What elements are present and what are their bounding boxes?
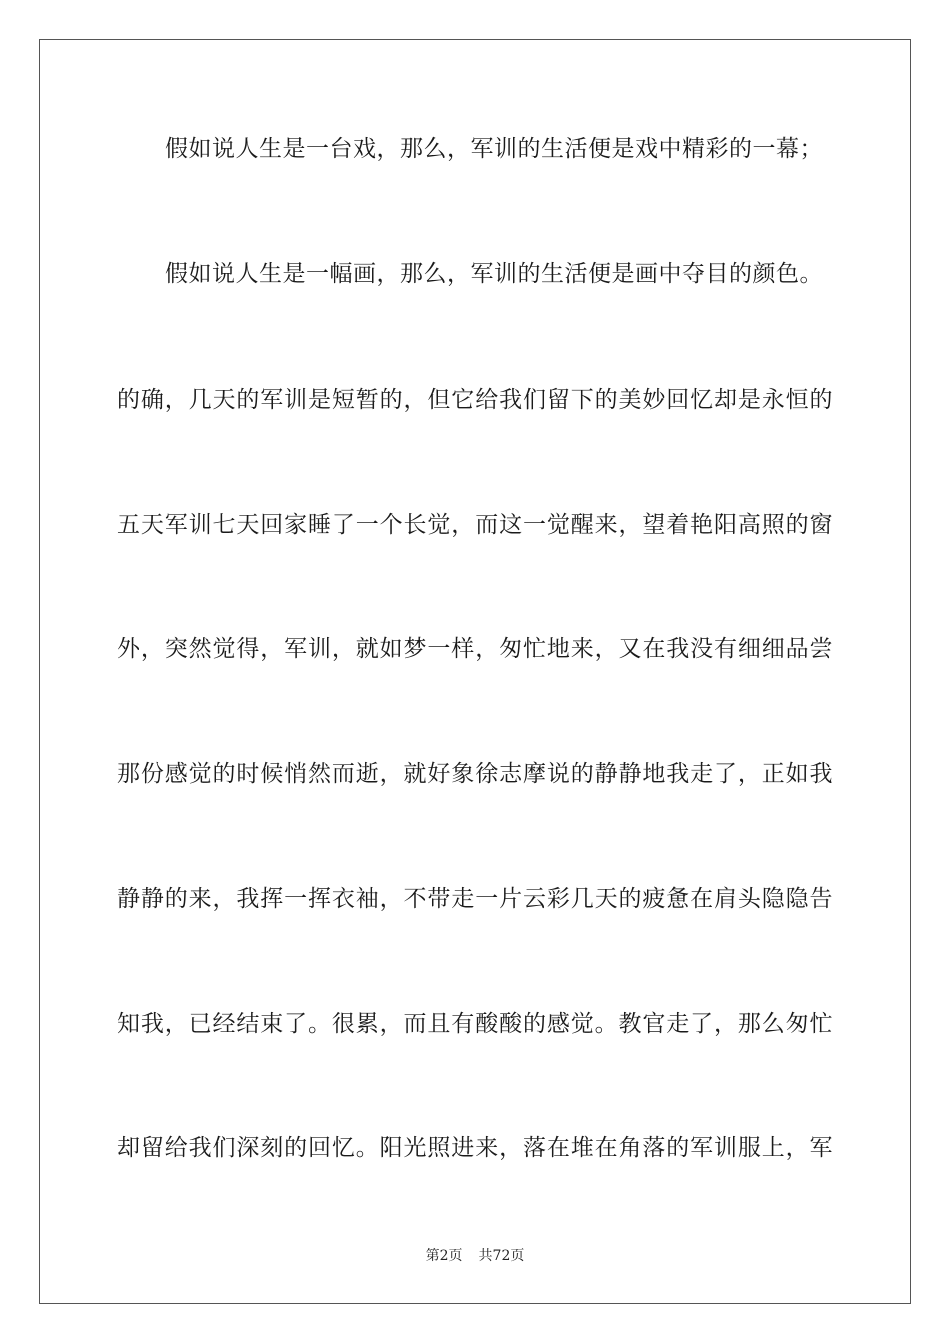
page-number: 第2页 (425, 1248, 463, 1264)
paragraph-line-9: 却留给我们深刻的回忆。阳光照进来，落在堆在角落的军训服上，军 (117, 1135, 833, 1161)
paragraph-line-3: 的确，几天的军训是短暂的，但它给我们留下的美妙回忆却是永恒的 (117, 387, 833, 413)
paragraph-line-2: 假如说人生是一幅画，那么，军训的生活便是画中夺目的颜色。 (165, 261, 823, 287)
paragraph-line-7: 静静的来，我挥一挥衣袖，不带走一片云彩几天的疲惫在肩头隐隐告 (117, 886, 833, 912)
paragraph-line-1: 假如说人生是一台戏，那么，军训的生活便是戏中精彩的一幕； (165, 136, 823, 162)
paragraph-line-4: 五天军训七天回家睡了一个长觉，而这一觉醒来，望着艳阳高照的窗 (117, 512, 833, 538)
page-border (39, 39, 911, 1304)
paragraph-line-8: 知我，已经结束了。很累，而且有酸酸的感觉。教官走了，那么匆忙 (117, 1011, 833, 1037)
page-footer (0, 1247, 950, 1265)
page-total: 共72页 (478, 1248, 525, 1264)
paragraph-line-6: 那份感觉的时候悄然而逝，就好象徐志摩说的静静地我走了，正如我 (117, 761, 833, 787)
paragraph-line-5: 外，突然觉得，军训，就如梦一样，匆忙地来，又在我没有细细品尝 (117, 636, 833, 662)
